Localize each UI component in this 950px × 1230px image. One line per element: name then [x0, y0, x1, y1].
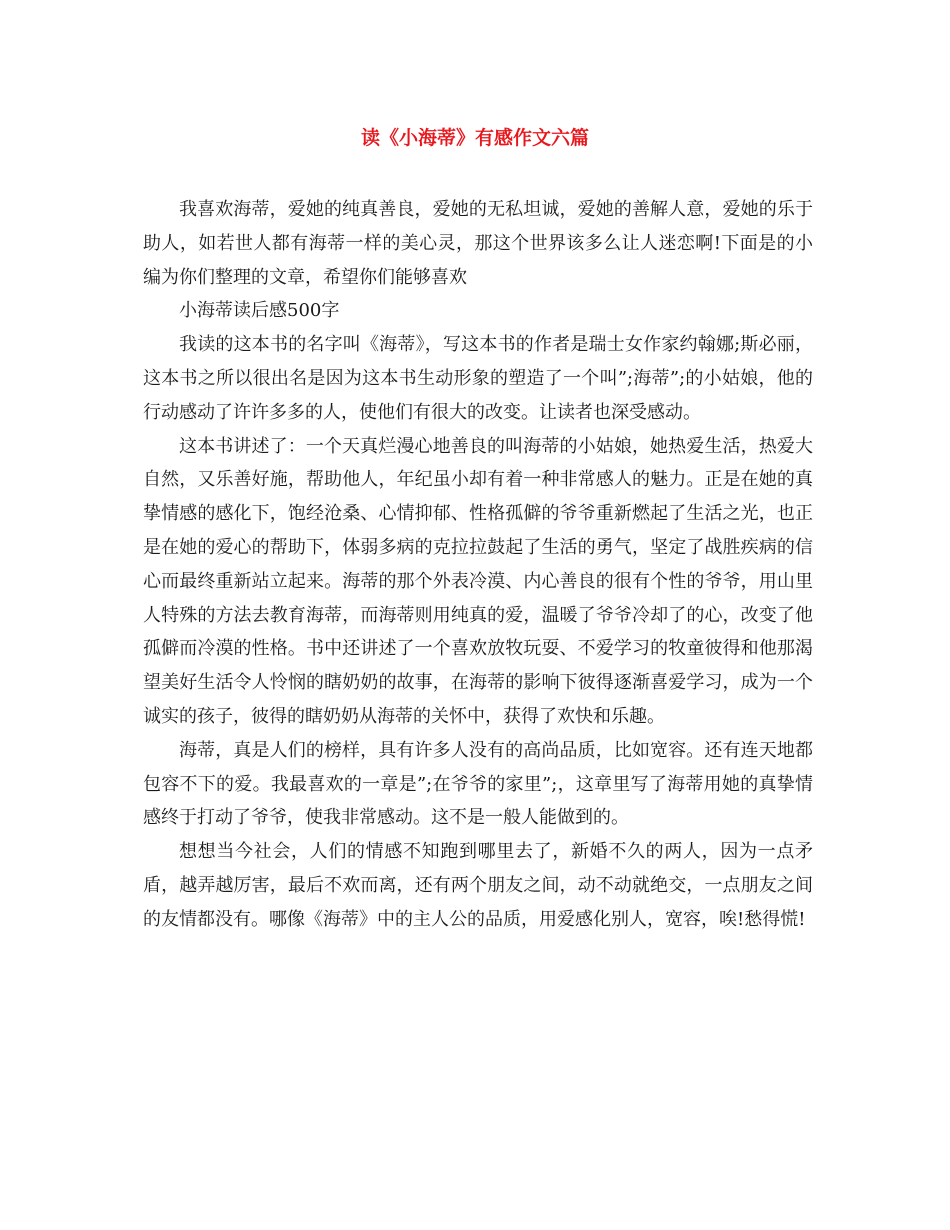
paragraph: 想想当今社会，人们的情感不知跑到哪里去了，新婚不久的两人，因为一点矛盾，越弄越厉害，最后不欢而离，还有两个朋友之间，动不动就绝交，一点朋友之间的友情都没有。哪像《海蒂》中的主人公的品质，用爱感化别人，宽容，唉!愁得慌! [143, 841, 813, 930]
paragraph-intro: 我喜欢海蒂，爱她的纯真善良，爱她的无私坦诚，爱她的善解人意，爱她的乐于助人，如若世人都有海蒂一样的美心灵，那这个世界该多么让人迷恋啊!下面是的小编为你们整理的文章，希望你们能够喜欢 [143, 199, 813, 288]
paragraph: 这本书讲述了：一个天真烂漫心地善良的叫海蒂的小姑娘，她热爱生活，热爱大自然，又乐善好施，帮助他人，年纪虽小却有着一种非常感人的魅力。正是在她的真挚情感的感化下，饱经沧桑、心情抑郁、性格孤僻的爷爷重新燃起了生活之光，也正是在她的爱心的帮助下，体弱多病的克拉拉鼓起了生活的勇气，坚定了战胜疾病的信心而最终重新站立起来。海蒂的那个外表冷漠、内心善良的很有个性的爷爷，用山里人特殊的方法去教育海蒂，而海蒂则用纯真的爱，温暖了爷爷冷却了的心，改变了他孤僻而冷漠的性格。书中还讲述了一个喜欢放牧玩耍、不爱学习的牧童彼得和他那渴望美好生活令人怜悯的瞎奶奶的故事，在海蒂的影响下彼得逐渐喜爱学习，成为一个诚实的孩子，彼得的瞎奶奶从海蒂的关怀中，获得了欢快和乐趣。 [143, 435, 813, 727]
paragraph: 我读的这本书的名字叫《海蒂》，写这本书的作者是瑞士女作家约翰娜;斯必丽，这本书之所以很出名是因为这本书生动形象的塑造了一个叫”;海蒂”;的小姑娘，他的行动感动了许许多多的人，使他们有很大的改变。让读者也深受感动。 [143, 334, 813, 423]
paragraph: 海蒂，真是人们的榜样，具有许多人没有的高尚品质，比如宽容。还有连天地都包容不下的爱。我最喜欢的一章是”;在爷爷的家里”;，这章里写了海蒂用她的真挚情感终于打动了爷爷，使我非常感动。这不是一般人能做到的。 [143, 739, 813, 829]
page-title: 读《小海蒂》有感作文六篇 [360, 127, 589, 149]
document-body [143, 193, 813, 937]
section-heading: 小海蒂读后感500字 [179, 300, 340, 322]
